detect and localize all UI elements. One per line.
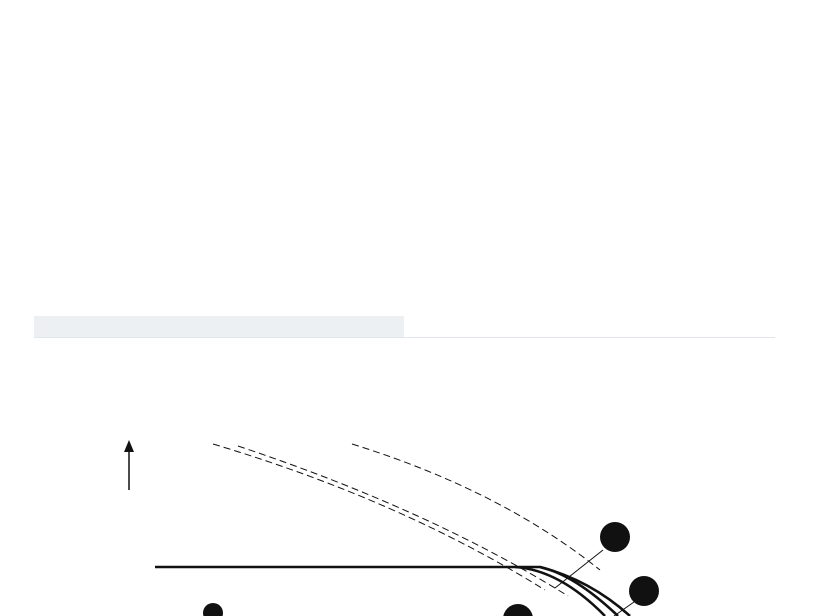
- dashed-curve-3: [352, 444, 600, 570]
- table-row: [34, 316, 775, 338]
- solid-curve-3: [540, 567, 630, 616]
- curve-marker-2: [614, 576, 659, 616]
- legend-box: [196, 600, 314, 616]
- spec-label: [34, 316, 404, 337]
- packaging-table: [34, 316, 775, 338]
- curve-marker-3: [503, 604, 533, 616]
- spec-value: [404, 316, 775, 337]
- solid-curve-2: [515, 567, 618, 616]
- y-axis-arrow: [124, 440, 134, 490]
- derating-chart: [0, 430, 830, 616]
